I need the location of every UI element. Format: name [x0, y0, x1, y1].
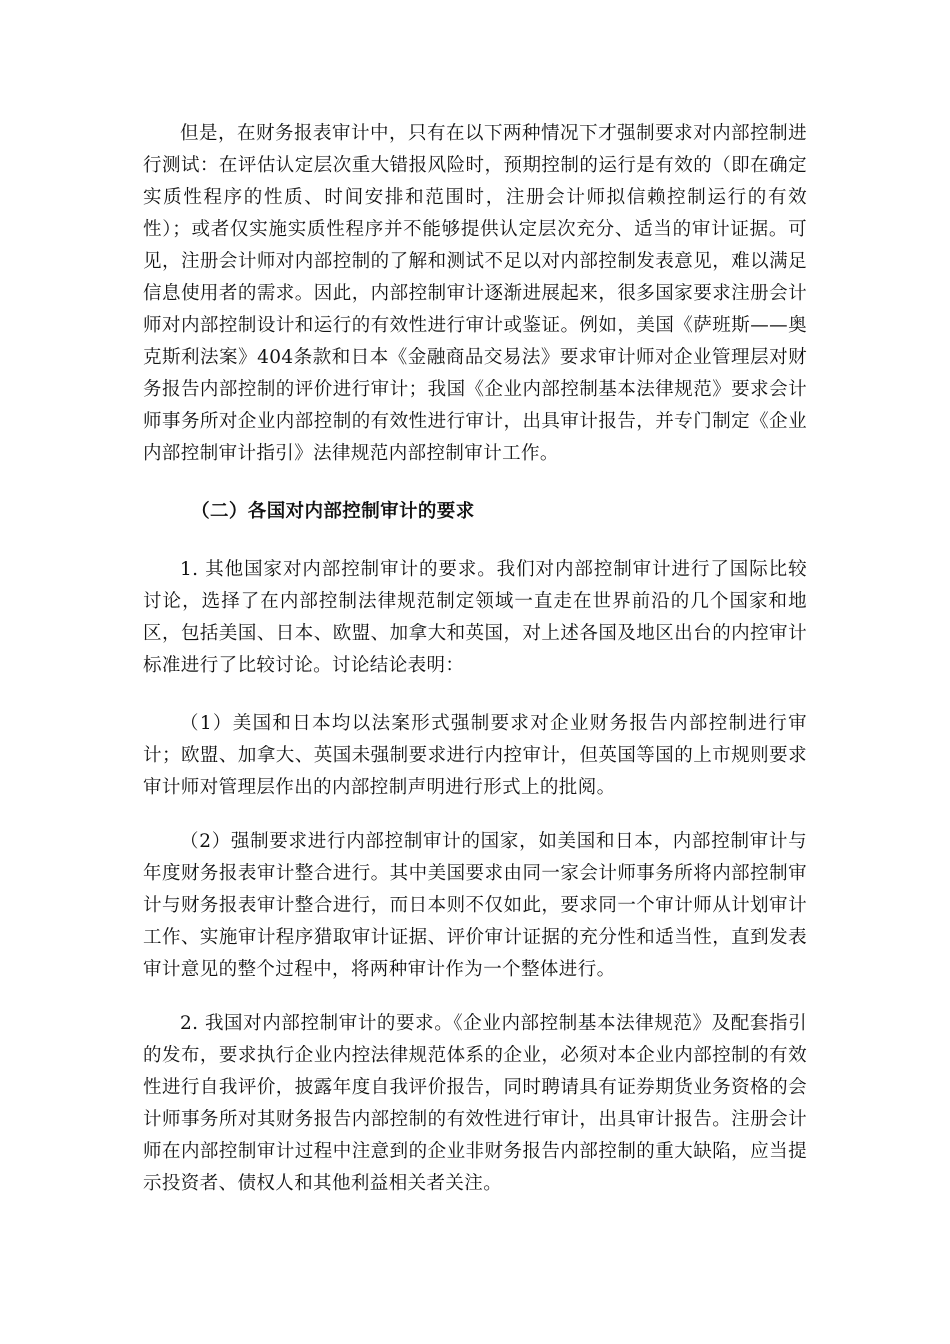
paragraph-conclusion-2: （2）强制要求进行内部控制审计的国家，如美国和日本，内部控制审计与年度财务报表审计整合进行。其中美国要求由同一家会计师事务所将内部控制审计与财务报表审计整合进行，而日本则不仅如此，要求同一个审计师从计划审计工作、实施审计程序猎取审计证据、评价审计证据的充分性和适当性，直到发表审计意见的整个过程中，将两种审计作为一个整体进行。	[143, 831, 807, 980]
document-page	[143, 118, 807, 1200]
section-heading: （二）各国对内部控制审计的要求	[191, 501, 475, 522]
paragraph-conclusion-1: （1）美国和日本均以法案形式强制要求对企业财务报告内部控制进行审计；欧盟、加拿大、英国未强制要求进行内控审计，但英国等国的上市规则要求审计师对管理层作出的内部控制声明进行形式上的批阅。	[143, 713, 807, 798]
paragraph-audit-testing: 但是，在财务报表审计中，只有在以下两种情况下才强制要求对内部控制进行测试：在评估认定层次重大错报风险时，预期控制的运行是有效的（即在确定实质性程序的性质、时间安排和范围时，注册会计师拟信赖控制运行的有效性）；或者仅实施实质性程序并不能够提供认定层次充分、适当的审计证据。可见，注册会计师对内部控制的了解和测试不足以对内部控制发表意见，难以满足信息使用者的需求。因此，内部控制审计逐渐进展起来，很多国家要求注册会计师对内部控制设计和运行的有效性进行审计或鉴证。例如，美国《萨班斯——奥克斯利法案》404条款和日本《金融商品交易法》要求审计师对企业管理层对财务报告内部控制的评价进行审计；我国《企业内部控制基本法律规范》要求会计师事务所对企业内部控制的有效性进行审计，出具审计报告，并专门制定《企业内部控制审计指引》法律规范内部控制审计工作。	[143, 123, 807, 464]
paragraph-china-requirements: 2. 我国对内部控制审计的要求。《企业内部控制基本法律规范》及配套指引的发布，要求执行企业内控法律规范体系的企业，必须对本企业内部控制的有效性进行自我评价，披露年度自我评价报告，同时聘请具有证券期货业务资格的会计师事务所对其财务报告内部控制的有效性进行审计，出具审计报告。注册会计师在内部控制审计过程中注意到的企业非财务报告内部控制的重大缺陷，应当提示投资者、债权人和其他利益相关者关注。	[143, 1013, 807, 1194]
paragraph-other-countries: 1. 其他国家对内部控制审计的要求。我们对内部控制审计进行了国际比较讨论，选择了在内部控制法律规范制定领域一直走在世界前沿的几个国家和地区，包括美国、日本、欧盟、加拿大和英国，对上述各国及地区出台的内控审计标准进行了比较讨论。讨论结论表明：	[143, 559, 807, 676]
